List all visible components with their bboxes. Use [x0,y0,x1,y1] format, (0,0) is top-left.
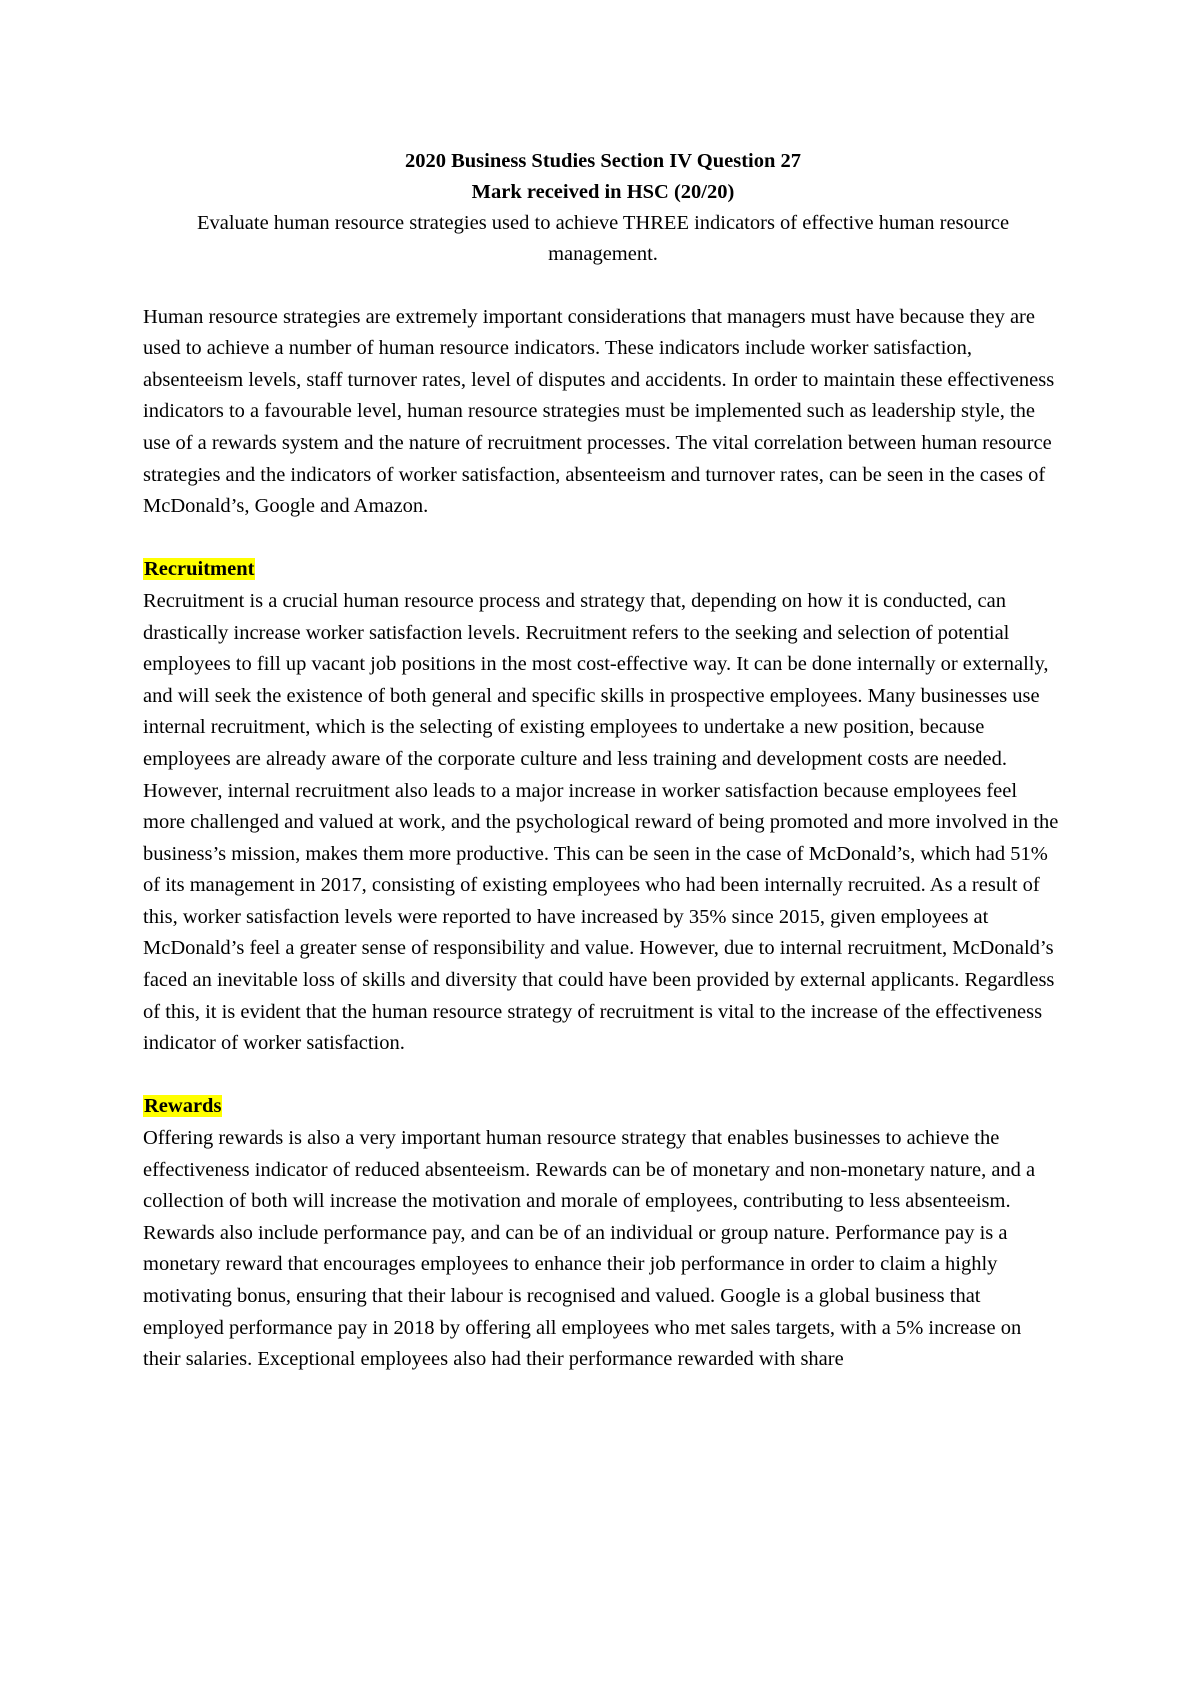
spacer [143,270,1063,302]
document-content [143,146,1063,1376]
document-title: 2020 Business Studies Section IV Question 27 [404,150,802,172]
recruitment-paragraph: Recruitment is a crucial human resource process and strategy that, depending on how it is conducted, can drastically increase worker satisfaction levels. Recruitment refers to the seeking and selection of potential employees to fill up vacant job positions in the most cost-effective way. It can be done internally or externally, and will seek the existence of both general and specific skills in prospective employees. Many businesses use internal recruitment, which is the selecting of existing employees to undertake a new position, because employees are already aware of the corporate culture and less training and development costs are needed. However, internal recruitment also leads to a major increase in worker satisfaction because employees feel more challenged and valued at work, and the psychological reward of being promoted and more involved in the business’s mission, makes them more productive. This can be seen in the case of McDonald’s, which had 51% of its management in 2017, consisting of existing employees who had been internally recruited. As a result of this, worker satisfaction levels were reported to have increased by 35% since 2015, given employees at McDonald’s feel a greater sense of responsibility and value. However, due to internal recruitment, McDonald’s faced an inevitable loss of skills and diversity that could have been provided by external applicants. Regardless of this, it is evident that the human resource strategy of recruitment is vital to the increase of the effectiveness indicator of worker satisfaction. [143,589,1059,1055]
question-text: Evaluate human resource strategies used to achieve THREE indicators of effective human resource management. [196,212,1010,265]
spacer [143,1060,1063,1092]
section-heading-recruitment [143,554,1063,586]
document-header [143,146,1063,270]
rewards-paragraph: Offering rewards is also a very important human resource strategy that enables businesses to achieve the effectiveness indicator of reduced absenteeism. Rewards can be of monetary and non-monetary nature, and a collection of both will increase the motivation and morale of employees, contributing to less absenteeism. Rewards also include performance pay, and can be of an individual or group nature. Performance pay is a monetary reward that encourages employees to enhance their job performance in order to claim a highly motivating bonus, ensuring that their labour is recognised and valued. Google is a global business that employed performance pay in 2018 by offering all employees who met sales targets, with a 5% increase on their salaries. Exceptional employees also had their performance rewarded with share [143,1127,1036,1371]
mark-received: Mark received in HSC (20/20) [471,181,735,203]
spacer [143,523,1063,555]
intro-paragraph: Human resource strategies are extremely important considerations that managers must have because they are used to achieve a number of human resource indicators. These indicators include worker satisfaction, absenteeism levels, staff turnover rates, level of disputes and accidents. In order to maintain these effectiveness indicators to a favourable level, human resource strategies must be implemented such as leadership style, the use of a rewards system and the nature of recruitment processes. The vital correlation between human resource strategies and the indicators of worker satisfaction, absenteeism and turnover rates, can be seen in the cases of McDonald’s, Google and Amazon. [143,305,1055,518]
section-heading-rewards [143,1091,1063,1123]
highlighted-heading: Recruitment [144,558,255,581]
highlighted-heading: Rewards [144,1095,222,1118]
